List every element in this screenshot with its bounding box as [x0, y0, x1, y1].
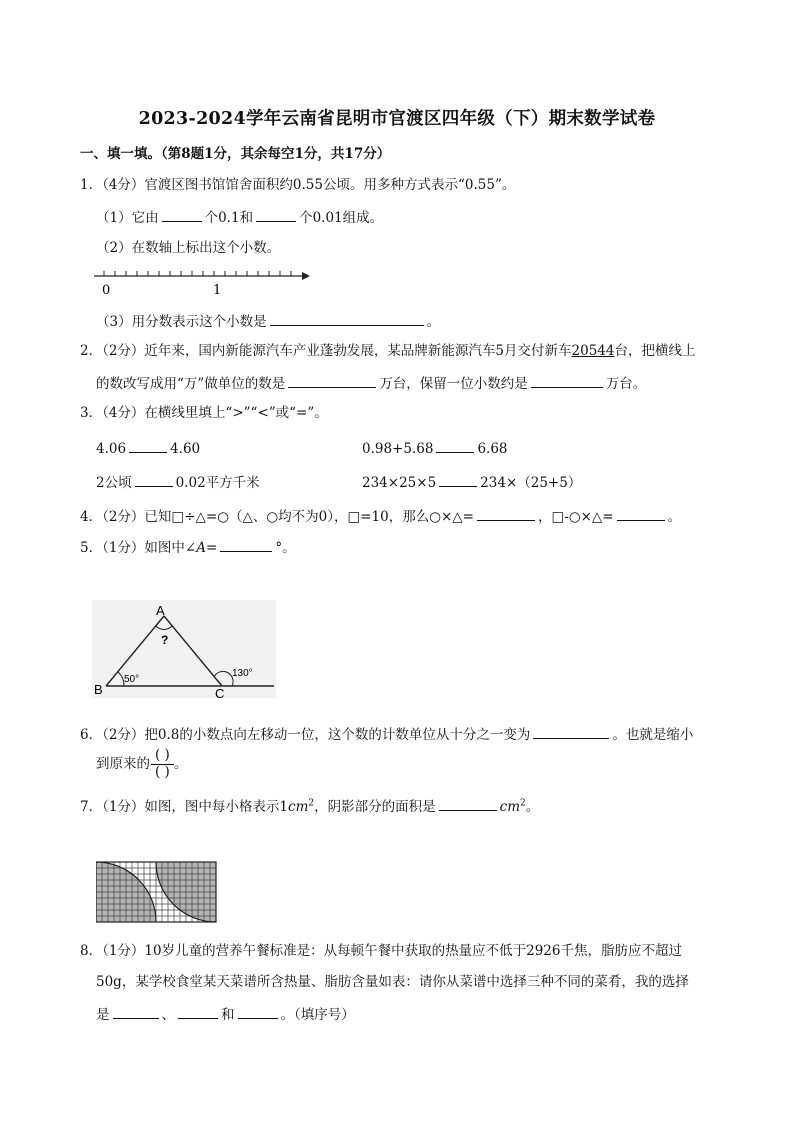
question-1-stem: 1．（4分）官渡区图书馆馆舍面积约0.55公顷。用多种方式表示“0.55”。: [80, 177, 516, 193]
answer-blank[interactable]: [162, 208, 202, 222]
question-1-part-3: （3）用分数表示这个小数是 。: [96, 314, 441, 330]
vertex-c-label: C: [215, 686, 225, 698]
grid-figure: [96, 860, 220, 926]
vertex-b-label: B: [94, 682, 103, 697]
compare-1: 4.06 4.60: [96, 441, 201, 457]
question-4: 4．（2分）已知□÷△=○（△、○均不为0），□=10，那么○×△= ，□-○×△= 。: [80, 509, 682, 525]
compare-4: 234×25×5 234×（25+5）: [362, 475, 582, 491]
section-heading: 一、填一填。（第8题1分，其余每空1分，共17分）: [80, 146, 391, 162]
answer-blank[interactable]: [135, 473, 173, 487]
question-7: 7．（1分）如图，图中每小格表示$1cm^2$，阴影部分的面积是 $cm^2$。: [80, 798, 540, 815]
answer-blank[interactable]: [439, 797, 497, 811]
underlined-number: 20544: [571, 343, 615, 359]
compare-3: 2公顷 0.02平方千米: [96, 475, 260, 491]
angle-b-label: 50°: [124, 674, 140, 685]
answer-blank[interactable]: [288, 374, 376, 388]
answer-blank[interactable]: [436, 439, 474, 453]
answer-blank[interactable]: [439, 473, 477, 487]
answer-blank[interactable]: [129, 439, 167, 453]
question-1-part-1: （1）它由 个0.1和 个0.01组成。: [96, 210, 384, 226]
answer-blank[interactable]: [220, 538, 272, 552]
page-title: 2023-2024学年云南省昆明市官渡区四年级（下）期末数学试卷: [138, 109, 656, 129]
question-8-line-2: 50g，某学校食堂某天菜谱所含热量、脂肪含量如表：请你从菜谱中选择三种不同的菜肴，我的选择: [96, 974, 689, 990]
axis-label-0: 0: [102, 283, 111, 298]
triangle-figure: [92, 600, 276, 698]
question-2-line-1: 2．（2分）近年来，国内新能源汽车产业蓬勃发展，某品牌新能源汽车5月交付新车20544台，把横线上: [80, 343, 696, 359]
question-3-stem: 3．（4分）在横线里填上“>”“<”或“=”。: [80, 405, 328, 421]
answer-blank[interactable]: [256, 208, 296, 222]
question-2-line-2: 的数改写成用“万”做单位的数是 万台，保留一位小数约是 万台。: [96, 376, 647, 392]
question-6-line-1: 6．（2分）把0.8的小数点向左移动一位，这个数的计数单位从十分之一变为 。也就是缩小: [80, 727, 694, 743]
fraction-blank[interactable]: $\frac{( )}{( )}$: [151, 748, 174, 780]
answer-blank[interactable]: [533, 725, 609, 739]
compare-2: 0.98+5.68 6.68: [362, 441, 508, 457]
question-8-line-1: 8．（1分）10岁儿童的营养午餐标准是：从每顿午餐中获取的热量应不低于2926千焦，脂肪应不超过: [80, 943, 682, 959]
unknown-angle-mark: ?: [161, 633, 169, 647]
answer-blank[interactable]: [477, 507, 535, 521]
answer-blank[interactable]: [113, 1005, 159, 1019]
number-line[interactable]: [90, 262, 320, 300]
answer-blank[interactable]: [178, 1005, 218, 1019]
vertex-a-label: A: [156, 603, 165, 618]
question-6-line-2: 到原来的 $\frac{( )}{( )}$ 。: [96, 747, 188, 780]
answer-blank[interactable]: [617, 507, 665, 521]
question-1-part-2: （2）在数轴上标出这个小数。: [96, 240, 281, 256]
exterior-angle-label: 130°: [232, 668, 253, 679]
answer-blank[interactable]: [531, 374, 603, 388]
axis-label-1: 1: [213, 283, 222, 298]
answer-blank[interactable]: [238, 1005, 278, 1019]
question-8-line-3: 是 、 和 。（填序号）: [96, 1007, 355, 1023]
answer-blank[interactable]: [270, 312, 424, 326]
question-5: 5．（1分）如图中∠A= °。: [80, 540, 296, 556]
